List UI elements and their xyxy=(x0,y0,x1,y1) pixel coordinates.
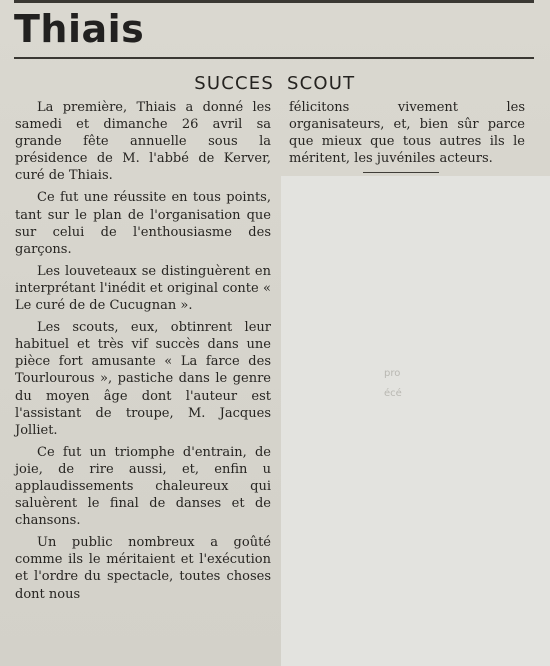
bleed-through-text: écé xyxy=(384,388,402,399)
bleed-through-text: pro xyxy=(384,368,401,379)
headline-left-word: SUCCES xyxy=(194,73,274,94)
article-headline xyxy=(14,72,534,96)
headline-right-word: SCOUT xyxy=(287,73,356,94)
article-continuation: félicitons vivement les organisateurs, et, bien sûr parce que mieux que tous autres ils le méritent, les juvéniles acteurs. xyxy=(289,100,525,167)
article-paragraph: Les louveteaux se distinguèrent en interprétant l'inédit et original conte « Le curé de de Cucugnan ». xyxy=(15,263,271,314)
article-paragraph: Les scouts, eux, obtinrent leur habituel et très vif succès dans une pièce fort amusante « La farce des Tourlourous », pastiche dans le genre du moyen âge dont l'auteur est l'assistant de troupe, M. Jacques Jolliet. xyxy=(15,320,271,438)
article-column-right xyxy=(289,99,525,167)
masthead-rule xyxy=(14,57,534,59)
article-column-left xyxy=(15,99,271,608)
top-rule xyxy=(14,0,534,3)
end-of-article-rule xyxy=(363,172,439,173)
masthead-title: Thiais xyxy=(14,7,145,51)
article-paragraph: Ce fut un triomphe d'entrain, de joie, de rire aussi, et, enfin u applaudissements chaleureux qui saluèrent le final de danses et de chansons. xyxy=(15,444,271,529)
article-paragraph: Un public nombreux a goûté comme ils le méritaient et l'exécution et l'ordre du spectacle, toutes choses dont nous xyxy=(15,535,271,602)
article-paragraph: La première, Thiais a donné les samedi et dimanche 26 avril sa grande fête annuelle sous la présidence de M. l'abbé de Kerver, curé de Thiais. xyxy=(15,100,271,184)
blank-paper-area xyxy=(281,176,550,666)
article-paragraph: Ce fut une réussite en tous points, tant sur le plan de l'organisation que sur celui de l'enthousiasme des garçons. xyxy=(15,190,271,257)
